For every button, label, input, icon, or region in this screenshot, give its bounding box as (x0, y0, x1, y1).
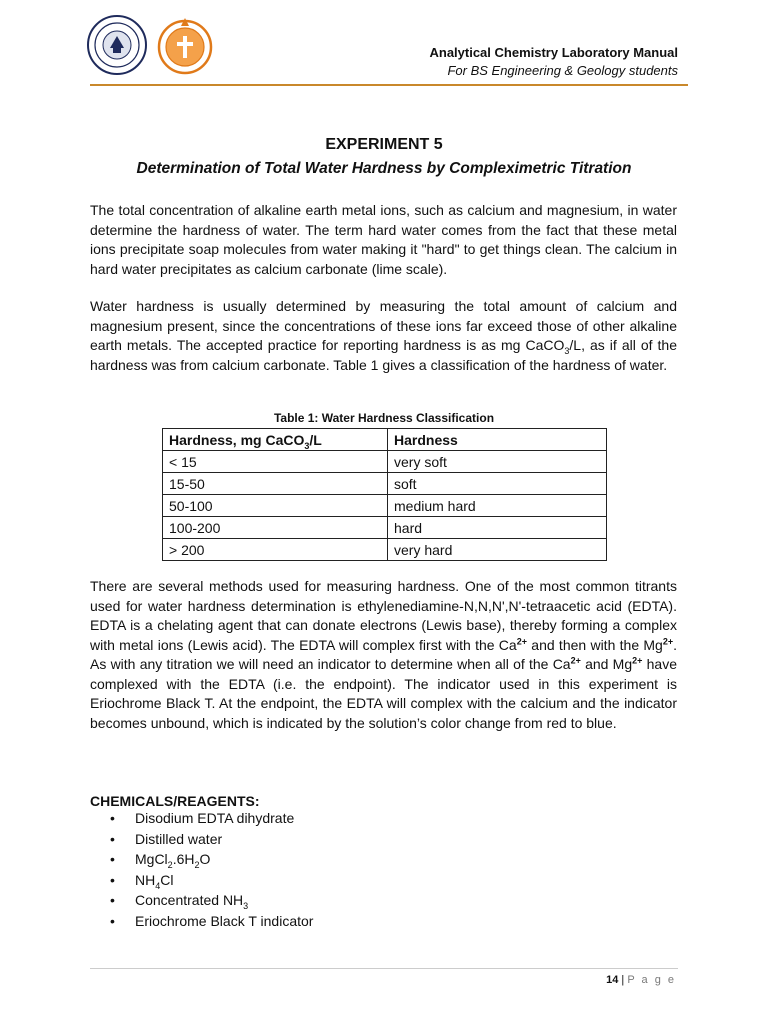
bullet-icon: • (110, 912, 115, 929)
range-cell: 100-200 (163, 517, 388, 539)
table-row (163, 473, 607, 495)
table-row (163, 495, 607, 517)
experiment-number: EXPERIMENT 5 (325, 136, 443, 153)
intro-paragraph: The total concentration of alkaline earth metal ions, such as calcium and magnesium, in water determine the hardness of water. The term hard water comes from the fact that these metal ions precipitate soap molecules from water making it "hard" to get things clean. The calcium in hard water precipitates as calcium carbonate (lime scale). (90, 202, 677, 277)
page-footer (606, 974, 676, 986)
range-cell: 15-50 (163, 473, 388, 495)
footer-separator: | (621, 974, 625, 986)
footer-divider (90, 968, 678, 969)
page-label: P a g e (627, 974, 676, 986)
table-row (163, 539, 607, 561)
class-cell: hard (388, 517, 607, 539)
class-cell: very soft (388, 451, 607, 473)
page-number: 14 (606, 974, 619, 986)
list-item: • Concentrated $NH_3$ (90, 890, 313, 911)
range-cell: < 15 (163, 451, 388, 473)
list-item: • $MgCl_2.6H_2O$ (90, 849, 313, 870)
class-cell: very hard (388, 539, 607, 561)
list-item: • Disodium EDTA dihydrate (90, 808, 313, 829)
manual-header (429, 44, 678, 80)
header-logos (86, 14, 216, 76)
class-cell: soft (388, 473, 607, 495)
bullet-icon: • (110, 830, 115, 847)
list-item: • Distilled water (90, 829, 313, 850)
manual-title: Analytical Chemistry Laboratory Manual (429, 45, 678, 60)
college-seal-logo (154, 14, 216, 76)
bullet-icon: • (110, 851, 115, 867)
edta-method-paragraph: There are several methods used for measuring hardness. One of the most common titrants used for water hardness determination is ethylenediamine-N,N,N',N'-tetraacetic acid (EDTA). EDTA is a chelating agent that can donate electrons (Lewis base), thereby forming a complex with metal ions (Lewis acid). The EDTA will complex first with the $Ca^{2+}$ and then with the $Mg^{2+}$. As with any titration we will need an indicator to determine when all of the $Ca^{2+}$ and $Mg^{2+}$ have complexed with the EDTA (i.e. the endpoint). The indicator used in this experiment is Eriochrome Black T. At the endpoint, the EDTA will complex with the calcium and the indicator becomes unbound, which is indicated by the solution’s color change from red to blue. (90, 578, 677, 731)
manual-audience: For BS Engineering & Geology students (447, 63, 678, 78)
table-row (163, 451, 607, 473)
bullet-icon: • (110, 810, 115, 826)
experiment-title: Determination of Total Water Hardness by Compleximetric Titration (136, 160, 632, 177)
table-row (163, 517, 607, 539)
bullet-icon: • (110, 871, 115, 888)
chemicals-list (90, 808, 313, 931)
range-cell: 50-100 (163, 495, 388, 517)
bullet-icon: • (110, 892, 115, 908)
hardness-classification-table (162, 428, 607, 561)
range-cell: > 200 (163, 539, 388, 561)
table-header-row (163, 429, 607, 451)
class-cell: medium hard (388, 495, 607, 517)
table-caption: Table 1: Water Hardness Classification (273, 411, 495, 425)
hardness-measurement-paragraph: Water hardness is usually determined by measuring the total amount of calcium and magnesium present, since the concentrations of these ions far exceed those of other alkaline earth metals. The accepted practice for reporting hardness is as mg CaCO$_3$/L, as if all of the hardness was from calcium carbonate. Table 1 gives a classification of the hardness of water. (90, 298, 677, 373)
university-seal-logo (86, 14, 148, 76)
chemicals-heading: CHEMICALS/REAGENTS: (90, 793, 260, 809)
list-item: • $NH_4Cl$ (90, 870, 313, 891)
header-divider (90, 84, 688, 86)
column-header-hardness: Hardness (388, 429, 607, 451)
list-item: • Eriochrome Black T indicator (90, 911, 313, 932)
column-header-range: Hardness, mg CaCO$_3$/L (163, 429, 388, 451)
